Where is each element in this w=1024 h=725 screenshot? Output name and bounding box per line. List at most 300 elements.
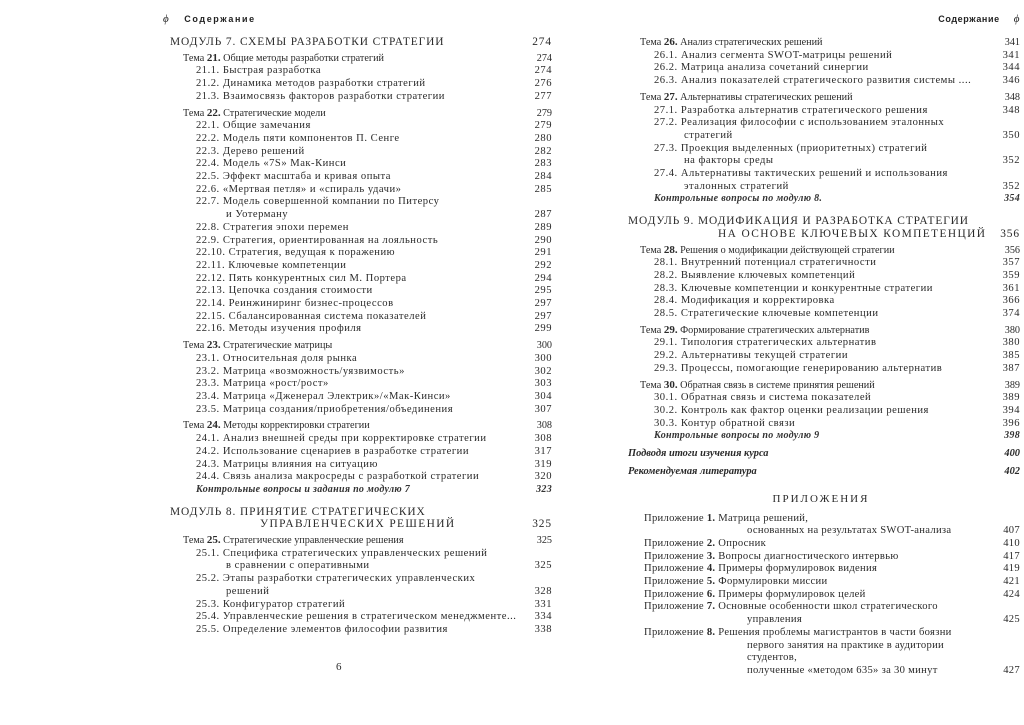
- entry-number: 25.: [206, 534, 221, 547]
- entry-title-line: 23.4. Матрица «Дженерал Электрик»/«Мак-Кинси»: [196, 390, 451, 402]
- toc-entry[interactable]: [622, 563, 1020, 576]
- page-ref: 300: [534, 352, 552, 364]
- entry-title-line: 22.2. Модель пяти компонентов П. Сенге: [196, 132, 400, 144]
- entry-label: Тема: [640, 324, 664, 336]
- page-ref: 295: [534, 285, 552, 297]
- entry-title-line: 30.1. Обратная связь и система показателей: [654, 392, 872, 404]
- page-ref: 357: [1002, 257, 1020, 269]
- entry-title-line: [183, 107, 522, 121]
- entry-label: Приложение: [644, 550, 707, 562]
- toc-entry[interactable]: [160, 534, 552, 548]
- page-ref: 302: [534, 365, 552, 377]
- entry-label: Приложение: [644, 626, 707, 638]
- toc-entry[interactable]: [622, 295, 1020, 308]
- entry-title-line: [183, 419, 522, 433]
- toc-entry[interactable]: [160, 235, 552, 248]
- toc-entry[interactable]: [160, 222, 552, 235]
- entry-number: 3.: [706, 550, 716, 562]
- toc-entry[interactable]: [160, 366, 552, 379]
- toc-entry[interactable]: [160, 548, 552, 573]
- entry-number: 29.: [663, 323, 678, 336]
- entry-number: 8.: [706, 626, 716, 638]
- entry-title-line: 24.4. Связь анализа макросреды с разработкой стратегии: [196, 471, 480, 483]
- page-ref: 424: [1003, 588, 1020, 600]
- page-ref: 325: [536, 535, 552, 547]
- entry-title-line: 30.2. Контроль как фактор оценки реализации решения: [654, 404, 929, 416]
- entry-title: Основные особенности школ стратегического: [715, 601, 938, 613]
- toc-entry[interactable]: [160, 624, 552, 637]
- toc-entry[interactable]: [160, 260, 552, 273]
- entry-title-line: [183, 339, 522, 353]
- toc-entry[interactable]: [622, 466, 1020, 479]
- entry-number: 7.: [706, 601, 716, 613]
- toc-entry[interactable]: [160, 391, 552, 404]
- entry-title: Обратная связь в системе принятия решений: [677, 379, 875, 391]
- entry-title-line: 21.2. Динамика методов разработки стратегий: [196, 78, 426, 90]
- toc-entry[interactable]: [160, 146, 552, 159]
- entry-label: Приложение: [644, 588, 707, 600]
- toc-entry[interactable]: [160, 133, 552, 146]
- toc-entry[interactable]: [622, 551, 1020, 564]
- page-ref: 341: [1002, 49, 1020, 61]
- page-ref: 356: [1004, 244, 1020, 256]
- left-page: [160, 0, 552, 725]
- entry-title-line: 22.5. Эффект масштаба и кривая опыта: [196, 171, 391, 183]
- entry-title-line: основанных на результатах SWOT-анализа: [747, 525, 952, 537]
- entry-title-line: [640, 379, 990, 393]
- entry-number: 5.: [706, 576, 716, 588]
- entry-number: 21.: [206, 51, 221, 64]
- toc-entry[interactable]: [622, 193, 1020, 206]
- page-ref: 328: [534, 585, 552, 597]
- page-ref: 407: [1003, 525, 1020, 537]
- page-ref: 402: [1004, 465, 1020, 477]
- toc-entry[interactable]: [622, 91, 1020, 105]
- page-ref: 359: [1002, 269, 1020, 281]
- entry-title-line: МОДУЛЬ 9. МОДИФИКАЦИЯ И РАЗРАБОТКА СТРАТЕГИИ: [628, 215, 969, 228]
- entry-number: 1.: [706, 512, 716, 524]
- page-ref: 280: [534, 132, 552, 144]
- toc-entry[interactable]: [160, 158, 552, 171]
- entry-title-line: 27.1. Разработка альтернатив стратегического решения: [654, 104, 928, 116]
- page-ref: 276: [534, 78, 552, 90]
- entry-title-line: 27.3. Проекция выделенных (приоритетных) стратегий: [654, 142, 928, 154]
- toc-entry[interactable]: [622, 244, 1020, 258]
- entry-title-line: МОДУЛЬ 7. СХЕМЫ РАЗРАБОТКИ СТРАТЕГИИ: [170, 36, 445, 48]
- entry-title-line: и Уотерману: [226, 209, 289, 221]
- page-ref: 317: [534, 445, 552, 457]
- page-ref: 304: [534, 390, 552, 402]
- page-ref: 294: [534, 272, 552, 284]
- entry-number: 28.: [663, 243, 678, 256]
- toc-entry[interactable]: [622, 50, 1020, 63]
- toc-entry[interactable]: [160, 298, 552, 311]
- toc-entry[interactable]: [622, 448, 1020, 461]
- page-ref: 344: [1002, 62, 1020, 74]
- page-ref: 346: [1002, 75, 1020, 87]
- entry-title: Стратегические матрицы: [220, 340, 333, 352]
- entry-title: Решения проблемы магистрантов в части боязни: [715, 626, 952, 638]
- page-ref: 274: [532, 36, 552, 48]
- toc-entry[interactable]: [622, 75, 1020, 88]
- entry-title-line: 22.3. Дерево решений: [196, 145, 305, 157]
- page-ref: 352: [1002, 155, 1020, 167]
- page-ref: 348: [1004, 91, 1020, 103]
- toc-entry[interactable]: [160, 573, 552, 598]
- entry-title-line: 22.16. Методы изучения профиля: [196, 323, 362, 335]
- entry-title-line: 28.5. Стратегические ключевые компетенции: [654, 308, 879, 320]
- page-ref: 289: [534, 221, 552, 233]
- entry-title-line: 21.1. Быстрая разработка: [196, 65, 322, 77]
- toc-entry[interactable]: [160, 171, 552, 184]
- toc-entry[interactable]: [622, 379, 1020, 393]
- page-ref: 303: [534, 378, 552, 390]
- toc-entry[interactable]: [622, 36, 1020, 50]
- entry-title-line: 22.13. Цепочка создания стоимости: [196, 285, 373, 297]
- page-ref: 299: [534, 323, 552, 335]
- toc-entry[interactable]: [622, 392, 1020, 405]
- page-ref: 334: [534, 611, 552, 623]
- toc-entry[interactable]: [622, 143, 1020, 168]
- toc-entry[interactable]: [622, 513, 1020, 538]
- entry-title-line: 22.4. Модель «7S» Мак-Кинси: [196, 158, 347, 170]
- entry-title-line: 21.3. Взаимосвязь факторов разработки стратегии: [196, 90, 445, 102]
- page-ref: 380: [1002, 337, 1020, 349]
- header-title: Содержание: [938, 14, 1000, 24]
- page-ref: 283: [534, 158, 552, 170]
- entry-number: 26.: [663, 36, 678, 48]
- toc-entry[interactable]: [160, 378, 552, 391]
- entry-title-line: решений: [226, 585, 270, 597]
- entry-number: 23.: [206, 339, 221, 352]
- page-number: 6: [336, 661, 342, 673]
- entry-number: 24.: [206, 419, 221, 432]
- toc-entry[interactable]: [160, 36, 552, 49]
- toc-entry[interactable]: [160, 247, 552, 260]
- page-ref: 285: [534, 183, 552, 195]
- toc-entry[interactable]: [160, 433, 552, 446]
- entry-number: 27.: [663, 90, 678, 103]
- toc-entry[interactable]: [622, 589, 1020, 602]
- entry-number: 30.: [663, 378, 678, 391]
- toc-entry[interactable]: [622, 62, 1020, 75]
- entry-title-line: 24.2. Использование сценариев в разработке стратегии: [196, 445, 470, 457]
- entry-number: 6.: [706, 588, 716, 600]
- toc-entry[interactable]: [160, 506, 552, 531]
- toc-entry[interactable]: [622, 283, 1020, 296]
- page-ref: 325: [532, 518, 552, 531]
- entry-label: Приложение: [644, 576, 707, 588]
- page-ref: 308: [536, 420, 552, 432]
- entry-title-line: первого занятия на практике в аудитории студентов,: [747, 639, 945, 664]
- entry-title: Формирование стратегических альтернатив: [677, 324, 870, 336]
- toc-entry[interactable]: [160, 484, 552, 497]
- toc-entry[interactable]: [160, 52, 552, 66]
- entry-title-line: [644, 563, 990, 576]
- entry-title-line: МОДУЛЬ 8. ПРИНЯТИЕ СТРАТЕГИЧЕСКИХ: [170, 505, 426, 518]
- entry-title: Формулировки миссии: [715, 576, 828, 588]
- page-ref: 374: [1002, 308, 1020, 320]
- entry-title-line: эталонных стратегий: [684, 180, 789, 192]
- entry-title-line: 26.3. Анализ показателей стратегического развития системы ....: [654, 75, 972, 87]
- toc-entry[interactable]: [622, 430, 1020, 443]
- entry-title-line: 24.1. Анализ внешней среды при корректировке стратегии: [196, 433, 487, 445]
- page-ref: 425: [1003, 614, 1020, 626]
- entry-title-line: 22.9. Стратегия, ориентированная на лояльность: [196, 234, 439, 246]
- right-page: [622, 0, 1020, 725]
- toc-entry[interactable]: [160, 471, 552, 484]
- page-ref: 300: [536, 340, 552, 352]
- entry-label: Приложение: [644, 601, 707, 613]
- page-ref: 308: [534, 433, 552, 445]
- entry-title: Методы корректировки стратегии: [220, 420, 370, 432]
- entry-title-line: 22.14. Реинжиниринг бизнес-процессов: [196, 298, 394, 310]
- page-ref: 380: [1004, 324, 1020, 336]
- page-ref: 274: [534, 65, 552, 77]
- phi-mark-icon: ϕ: [163, 13, 171, 25]
- toc-entry[interactable]: [160, 339, 552, 353]
- entry-title-line: 25.2. Этапы разработки стратегических управленческих: [196, 573, 476, 585]
- page-ref: 325: [534, 560, 552, 572]
- entry-title-line: [640, 324, 990, 338]
- page-ref: 338: [534, 623, 552, 635]
- page-ref: 291: [534, 247, 552, 259]
- entry-label: Приложение: [644, 563, 707, 575]
- page-ref: 331: [534, 598, 552, 610]
- entry-title-line: 28.2. Выявление ключевых компетенций: [654, 269, 856, 281]
- page-ref: 279: [536, 107, 552, 119]
- entry-label: Тема: [640, 37, 664, 48]
- page-ref: 348: [1002, 104, 1020, 116]
- entry-title-line: Подводя итоги изучения курса: [628, 448, 769, 460]
- toc-entry[interactable]: [622, 576, 1020, 589]
- toc-entry[interactable]: [160, 184, 552, 197]
- entry-title-line: 25.5. Определение элементов философии развития: [196, 623, 448, 635]
- entry-title-line: 23.1. Относительная доля рынка: [196, 352, 358, 364]
- toc-left: [160, 36, 552, 637]
- entry-title-line: 22.11. Ключевые компетенции: [196, 259, 347, 271]
- page-ref: 356: [1000, 227, 1020, 240]
- entry-title-line: 23.2. Матрица «возможность/уязвимость»: [196, 365, 405, 377]
- page-ref: 389: [1004, 379, 1020, 391]
- page-ref: 396: [1002, 417, 1020, 429]
- entry-title-line: [183, 52, 522, 66]
- toc-entry[interactable]: [622, 105, 1020, 118]
- entry-label: Тема: [183, 420, 207, 432]
- entry-number: 22.: [206, 106, 221, 119]
- toc-entry[interactable]: [160, 107, 552, 121]
- entry-title-line: 23.5. Матрица создания/приобретения/объединения: [196, 403, 454, 415]
- entry-title: Матрица решений,: [715, 512, 809, 524]
- toc-entry[interactable]: [622, 215, 1020, 240]
- entry-label: Тема: [183, 340, 207, 352]
- toc-entry[interactable]: [160, 273, 552, 286]
- entry-title-line: 24.3. Матрицы влияния на ситуацию: [196, 458, 378, 470]
- entry-title-line: 26.1. Анализ сегмента SWOT-матрицы решений: [654, 49, 893, 61]
- entry-title-line: 22.10. Стратегия, ведущая к поражению: [196, 247, 396, 259]
- entry-title: Решения о модификации действующей стратегии: [677, 244, 895, 256]
- page-ref: 292: [534, 259, 552, 271]
- toc-entry[interactable]: [622, 337, 1020, 350]
- entry-title-line: 26.2. Матрица анализа сочетаний синергии: [654, 62, 869, 74]
- entry-title-line: 22.1. Общие замечания: [196, 120, 311, 132]
- toc-entry[interactable]: [160, 419, 552, 433]
- page-ref: 400: [1004, 448, 1020, 460]
- entry-label: Тема: [183, 535, 207, 547]
- page-ref: 290: [534, 234, 552, 246]
- page-ref: 274: [536, 52, 552, 64]
- toc-entry[interactable]: [622, 350, 1020, 363]
- entry-title-line: [644, 576, 990, 589]
- page-ref: 320: [534, 471, 552, 483]
- entry-title: Альтернативы стратегических решений: [677, 91, 853, 103]
- entry-title-line: [644, 627, 990, 640]
- page-ref: 323: [536, 483, 552, 495]
- entry-title-line: 29.3. Процессы, помогающие генерированию альтернатив: [654, 362, 943, 374]
- entry-title-line: 22.7. Модель совершенной компании по Питерсу: [196, 196, 440, 208]
- entry-title-line: [640, 91, 990, 105]
- entry-title-line: 22.15. Сбалансированная система показателей: [196, 310, 427, 322]
- entry-title-line: УПРАВЛЕНЧЕСКИХ РЕШЕНИЙ: [260, 518, 456, 531]
- toc-entry[interactable]: [622, 117, 1020, 142]
- entry-title-line: 22.8. Стратегия эпохи перемен: [196, 221, 349, 233]
- entry-title-line: [644, 538, 990, 551]
- entry-title: Примеры формулировок целей: [715, 588, 866, 600]
- page-ref: 287: [534, 209, 552, 221]
- page-ref: 282: [534, 145, 552, 157]
- entry-title-line: [644, 589, 990, 602]
- toc-entry[interactable]: [622, 168, 1020, 193]
- toc-right: [622, 36, 1020, 678]
- entry-title-line: 23.3. Матрица «рост/рост»: [196, 378, 329, 390]
- entry-title-line: 28.3. Ключевые компетенции и конкурентные стратегии: [654, 282, 933, 294]
- entry-title: Общие методы разработки стратегий: [220, 52, 384, 64]
- entry-title-line: стратегий: [684, 129, 733, 141]
- toc-entry[interactable]: [160, 459, 552, 472]
- toc-entry[interactable]: [160, 196, 552, 221]
- entry-title-line: [640, 244, 990, 258]
- page-ref: 385: [1002, 350, 1020, 362]
- entry-title-line: 22.6. «Мертвая петля» и «спираль удачи»: [196, 183, 402, 195]
- page-ref: 410: [1003, 537, 1020, 549]
- page-ref: 419: [1003, 563, 1020, 575]
- toc-entry[interactable]: [622, 601, 1020, 626]
- phi-mark-icon: ϕ: [1013, 13, 1020, 25]
- entry-title-line: 30.3. Контур обратной связи: [654, 417, 796, 429]
- toc-entry[interactable]: [160, 311, 552, 324]
- toc-entry[interactable]: [160, 404, 552, 417]
- entry-title-line: 22.12. Пять конкурентных сил М. Портера: [196, 272, 407, 284]
- entry-title-line: 29.1. Типология стратегических альтернатив: [654, 337, 877, 349]
- entry-title-line: управления: [747, 614, 803, 626]
- toc-entry[interactable]: [622, 257, 1020, 270]
- entry-title-line: на факторы среды: [684, 155, 774, 167]
- page-ref: 361: [1002, 282, 1020, 294]
- entry-label: Тема: [183, 52, 207, 64]
- toc-entry[interactable]: [622, 405, 1020, 418]
- entry-title-line: [644, 551, 990, 564]
- page-ref: 341: [1004, 37, 1020, 48]
- toc-entry[interactable]: [622, 324, 1020, 338]
- toc-entry[interactable]: [622, 627, 1020, 678]
- page-ref: 417: [1003, 550, 1020, 562]
- page-ref: 319: [534, 458, 552, 470]
- entry-label: Приложение: [644, 512, 707, 524]
- entry-label: Тема: [183, 107, 207, 119]
- entry-title: Стратегические модели: [220, 107, 326, 119]
- page-ref: 307: [534, 403, 552, 415]
- entry-title-line: полученные «методом 635» за 30 минут: [747, 664, 938, 676]
- entry-title: Примеры формулировок видения: [715, 563, 878, 575]
- page-ref: 366: [1002, 295, 1020, 307]
- entry-title-line: [640, 36, 990, 50]
- entry-title-line: 25.4. Управленческие решения в стратегическом менеджменте...: [196, 611, 517, 623]
- entry-title-line: [644, 513, 990, 526]
- page-ref: 389: [1002, 392, 1020, 404]
- toc-entry[interactable]: [622, 418, 1020, 431]
- entry-label: Тема: [640, 244, 664, 256]
- entry-title-line: 27.2. Реализация философии с использованием эталонных: [654, 117, 945, 129]
- entry-title-line: НА ОСНОВЕ КЛЮЧЕВЫХ КОМПЕТЕНЦИЙ: [718, 227, 987, 240]
- toc-entry[interactable]: [160, 446, 552, 459]
- page-ref: 352: [1002, 180, 1020, 192]
- toc-entry[interactable]: [160, 285, 552, 298]
- entry-number: 2.: [706, 537, 716, 549]
- entry-title-line: Рекомендуемая литература: [628, 465, 757, 477]
- entry-title-line: 28.4. Модификация и корректировка: [654, 295, 835, 307]
- entry-title-line: Контрольные вопросы и задания по модулю 7: [196, 483, 411, 495]
- appendix-heading: ПРИЛОЖЕНИЯ: [772, 492, 870, 505]
- entry-title: Вопросы диагностического интервью: [715, 550, 899, 562]
- page-ref: 394: [1002, 404, 1020, 416]
- toc-entry[interactable]: [160, 78, 552, 91]
- toc-entry[interactable]: [160, 323, 552, 336]
- entry-label: Приложение: [644, 537, 707, 549]
- toc-entry[interactable]: [622, 363, 1020, 376]
- entry-title-line: Контрольные вопросы по модулю 8.: [654, 193, 823, 205]
- page-ref: 354: [1004, 193, 1020, 205]
- toc-entry[interactable]: [160, 353, 552, 366]
- entry-title-line: 29.2. Альтернативы текущей стратегии: [654, 350, 848, 362]
- header-title: Содержание: [184, 14, 256, 24]
- toc-entry[interactable]: [622, 538, 1020, 551]
- page-ref: 421: [1003, 576, 1020, 588]
- toc-entry[interactable]: [622, 308, 1020, 321]
- entry-title-line: 28.1. Внутренний потенциал стратегичности: [654, 257, 877, 269]
- toc-entry[interactable]: [160, 611, 552, 624]
- running-header-left: [163, 13, 256, 25]
- entry-label: Тема: [640, 379, 664, 391]
- running-header-right: [938, 13, 1020, 25]
- toc-entry[interactable]: [622, 270, 1020, 283]
- page-ref: 387: [1002, 362, 1020, 374]
- entry-title: Анализ стратегических решений: [677, 37, 823, 48]
- page-ref: 350: [1002, 129, 1020, 141]
- entry-label: Тема: [640, 91, 664, 103]
- toc-entry[interactable]: [160, 65, 552, 78]
- entry-title: Стратегические управленческие решения: [220, 535, 404, 547]
- entry-title-line: 25.3. Конфигуратор стратегий: [196, 598, 346, 610]
- page-ref: 297: [534, 310, 552, 322]
- page-ref: 398: [1004, 430, 1020, 442]
- toc-entry[interactable]: [160, 599, 552, 612]
- toc-entry[interactable]: [160, 91, 552, 104]
- entry-title-line: 27.4. Альтернативы тактических решений и использования: [654, 168, 948, 180]
- entry-title-line: Контрольные вопросы по модулю 9: [654, 430, 820, 442]
- toc-entry[interactable]: [160, 120, 552, 133]
- page-ref: 427: [1003, 664, 1020, 676]
- entry-title-line: [644, 601, 990, 614]
